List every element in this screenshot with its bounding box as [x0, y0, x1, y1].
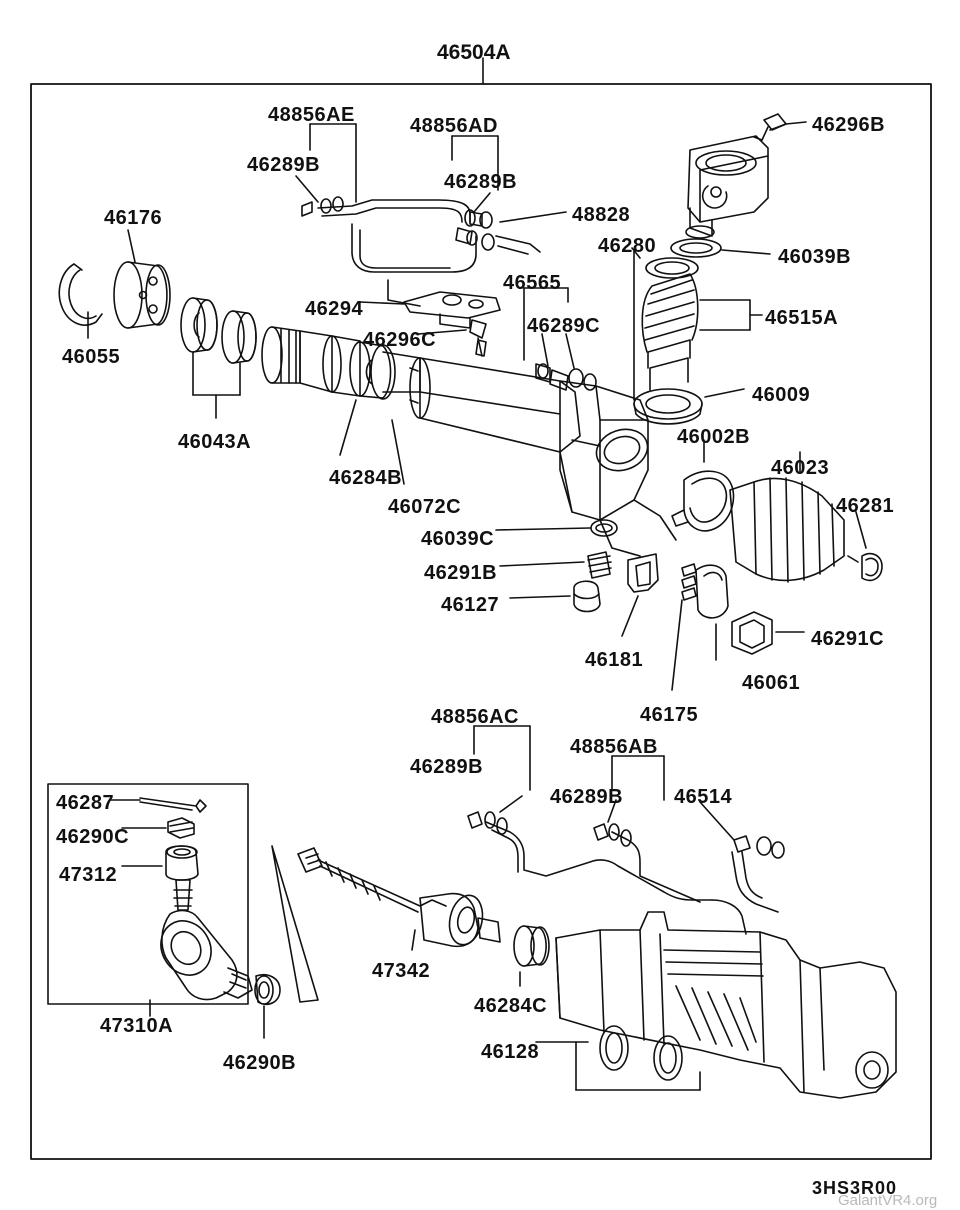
- part-label-46175: 46175: [640, 704, 699, 726]
- part-label-46281: 46281: [836, 495, 895, 517]
- part-label-48856AE: 48856AE: [268, 104, 355, 126]
- part-label-46072C: 46072C: [388, 496, 462, 518]
- part-label-46043A: 46043A: [178, 431, 252, 453]
- part-label-46009: 46009: [752, 384, 811, 406]
- part-label-46291C: 46291C: [811, 628, 885, 650]
- part-label-46565: 46565: [503, 272, 562, 294]
- part-label-46290C: 46290C: [56, 826, 130, 848]
- part-label-47342: 47342: [372, 960, 431, 982]
- part-label-46289B-1: 46289B: [247, 154, 321, 176]
- drawing-code: 3HS3R00: [812, 1178, 898, 1198]
- part-label-46181: 46181: [585, 649, 644, 671]
- part-label-46280: 46280: [598, 235, 657, 257]
- part-label-46284C: 46284C: [474, 995, 548, 1017]
- part-label-47312: 47312: [59, 864, 118, 886]
- diagram-title: 46504A: [437, 41, 511, 64]
- part-label-46514: 46514: [674, 786, 733, 808]
- part-label-46039C: 46039C: [421, 528, 495, 550]
- part-label-46284B: 46284B: [329, 467, 403, 489]
- part-label-46289B-2: 46289B: [444, 171, 518, 193]
- part-label-46515A: 46515A: [765, 307, 839, 329]
- part-label-46287: 46287: [56, 792, 115, 814]
- part-label-47310A: 47310A: [100, 1015, 174, 1037]
- part-label-46061: 46061: [742, 672, 801, 694]
- part-label-48856AB: 48856AB: [570, 736, 659, 758]
- part-label-48856AC: 48856AC: [431, 706, 520, 728]
- part-label-46039B: 46039B: [778, 246, 852, 268]
- part-label-46023: 46023: [771, 457, 830, 479]
- part-label-46289C: 46289C: [527, 315, 601, 337]
- part-label-46296C: 46296C: [363, 329, 437, 351]
- part-label-46289B-4: 46289B: [550, 786, 624, 808]
- watermark-text: GalantVR4.org: [838, 1192, 938, 1209]
- part-label-48828: 48828: [572, 204, 631, 226]
- part-label-46002B: 46002B: [677, 426, 751, 448]
- part-label-46127: 46127: [441, 594, 500, 616]
- part-label-46291B: 46291B: [424, 562, 498, 584]
- part-label-48856AD: 48856AD: [410, 115, 499, 137]
- part-label-46296B: 46296B: [812, 114, 886, 136]
- part-label-46128: 46128: [481, 1041, 540, 1063]
- part-label-46290B: 46290B: [223, 1052, 297, 1074]
- part-label-46055: 46055: [62, 346, 121, 368]
- part-label-46294: 46294: [305, 298, 364, 320]
- part-label-46176: 46176: [104, 207, 163, 229]
- part-label-46289B-3: 46289B: [410, 756, 484, 778]
